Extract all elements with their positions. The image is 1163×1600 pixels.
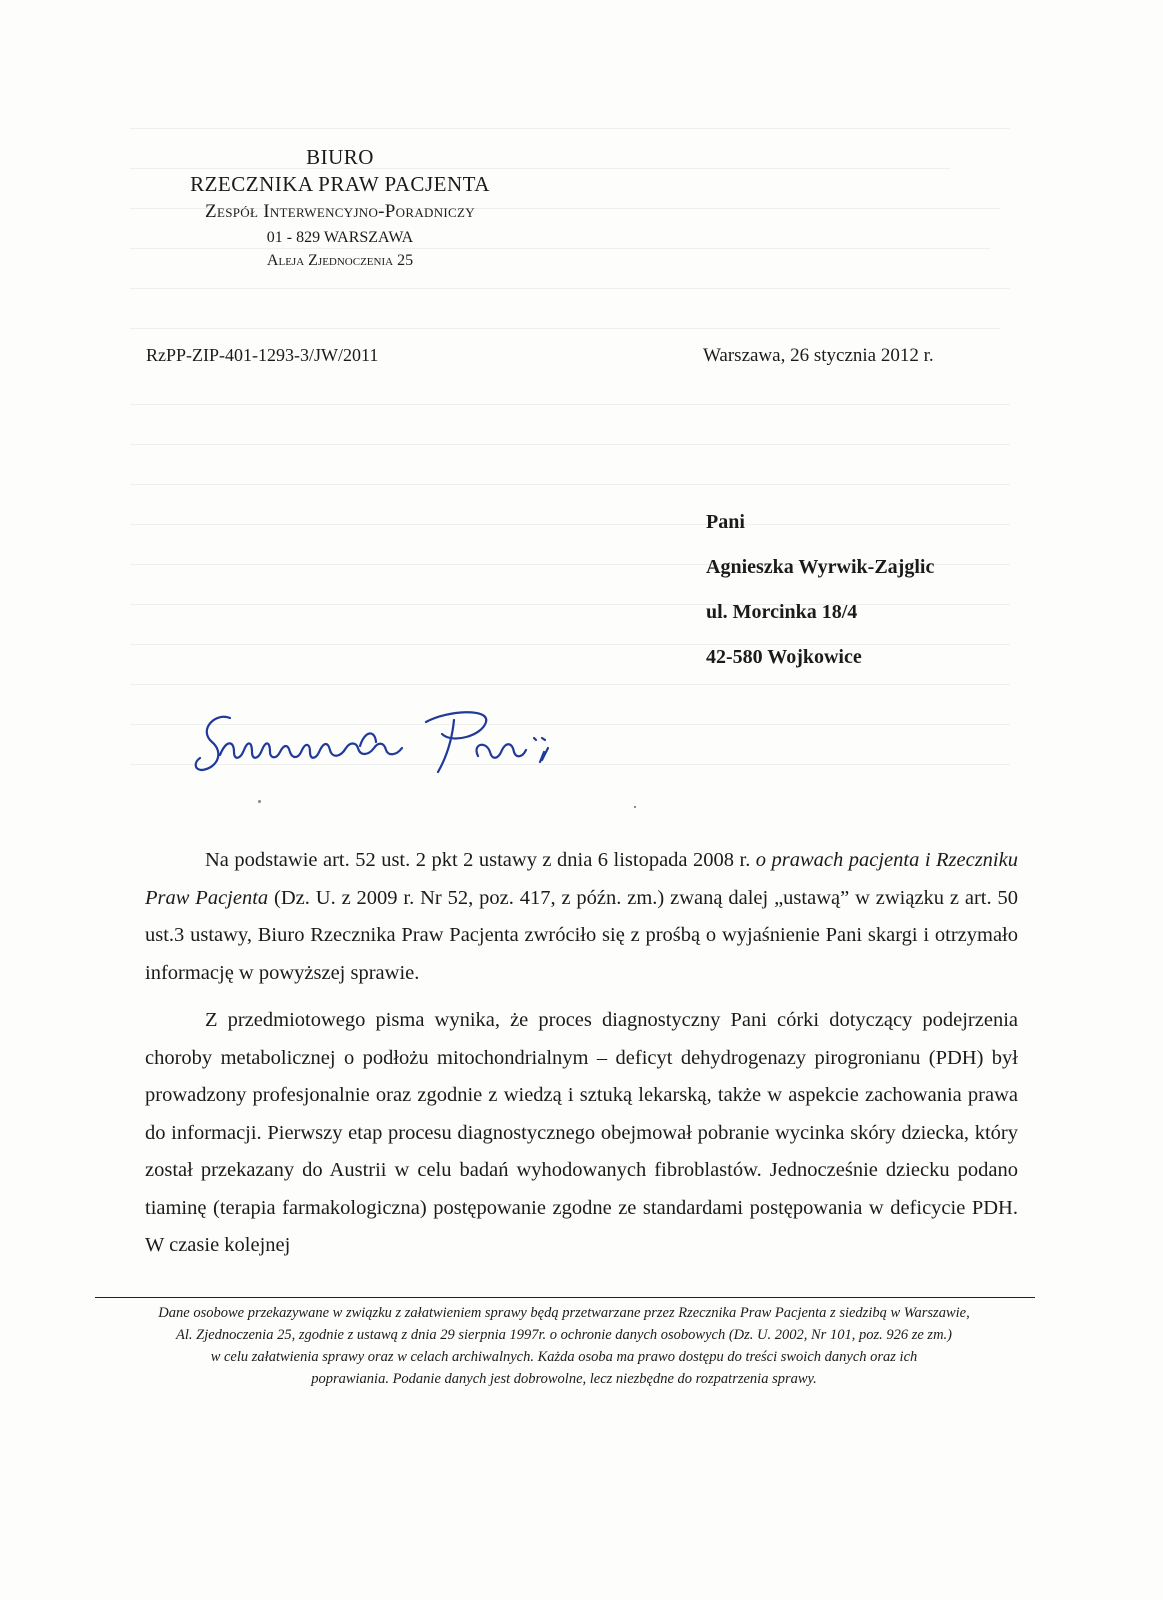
- letterhead-postal-city: 01 - 829 WARSZAWA: [266, 229, 414, 247]
- footer-line: w celu załatwienia sprawy oraz w celach archiwalnych. Każda osoba ma prawo dostępu do treści swoich danych oraz ich: [210, 1349, 918, 1365]
- bleed-through-line: [130, 444, 1010, 445]
- recipient-address: [706, 500, 934, 680]
- letterhead: [120, 145, 560, 271]
- recipient-salutation: Pani: [706, 511, 745, 533]
- bleed-through-line: [130, 484, 1010, 485]
- ink-speck: [258, 800, 261, 803]
- act-title: o prawach pacjenta i Rzeczniku Praw Pacjenta: [145, 849, 1018, 909]
- footer-divider: [95, 1297, 1035, 1298]
- letterhead-institution: RZECZNIKA PRAW PACJENTA: [190, 172, 490, 197]
- body-paragraph-1-text-a: Na podstawie art. 52 ust. 2 pkt 2 ustawy z dnia 6 listopada 2008 r.: [205, 849, 756, 871]
- footer-line: poprawiania. Podanie danych jest dobrowolne, lecz niezbędne do rozpatrzenia sprawy.: [311, 1371, 817, 1387]
- bleed-through-line: [130, 128, 1010, 129]
- bleed-through-line: [130, 404, 1010, 405]
- body-paragraph-1: [145, 842, 1018, 992]
- ink-speck: [634, 806, 636, 808]
- letterhead-office: BIURO: [306, 145, 374, 169]
- data-protection-notice: [90, 1302, 1038, 1390]
- letter-body: [145, 842, 1018, 1265]
- letterhead-street: Aleja Zjednoczenia 25: [266, 252, 414, 270]
- bleed-through-line: [130, 288, 1010, 289]
- recipient-name: Agnieszka Wyrwik-Zajglic: [706, 556, 935, 578]
- recipient-city: 42-580 Wojkowice: [706, 646, 862, 668]
- handwritten-greeting: [190, 700, 590, 780]
- bleed-through-line: [130, 684, 1010, 685]
- recipient-street: ul. Morcinka 18/4: [706, 601, 858, 623]
- reference-number: RzPP-ZIP-401-1293-3/JW/2011: [146, 345, 379, 365]
- footer-line: Dane osobowe przekazywane w związku z załatwieniem sprawy będą przetwarzane przez Rzecznika Praw Pacjenta z siedzibą w Warszawie,: [158, 1305, 970, 1321]
- letterhead-department: Zespół Interwencyjno-Poradniczy: [205, 201, 475, 223]
- footer-line: Al. Zjednoczenia 25, zgodnie z ustawą z dnia 29 sierpnia 1997r. o ochronie danych osobowych (Dz. U. 2002, Nr 101, poz. 926 ze zm.): [176, 1327, 952, 1343]
- bleed-through-line: [130, 328, 1000, 329]
- body-paragraph-1-text-b: (Dz. U. z 2009 r. Nr 52, poz. 417, z późn. zm.) zwaną dalej „ustawą” w związku z art. 50 ust.3 ustawy, Biuro Rzecznika Praw Pacjenta zwróciło się z prośbą o wyjaśnienie Pani skargi i otrzymało informację w powyższej sprawie.: [145, 886, 1018, 984]
- body-paragraph-2: Z przedmiotowego pisma wynika, że proces diagnostyczny Pani córki dotyczący podejrzenia choroby metabolicznej o podłożu mitochondrialnym – deficyt dehydrogenazy pirogronianu (PDH) był prowadzony profesjonalnie oraz zgodnie z wiedzą i sztuką lekarską, także w aspekcie zachowania prawa do informacji. Pierwszy etap procesu diagnostycznego obejmował pobranie wycinka skóry dziecka, który został przekazany do Austrii w celu badań wyhodowanych fibroblastów. Jednocześnie dziecku podano tiaminę (terapia farmakologiczna) postępowanie zgodne ze standardami postępowania w deficycie PDH. W czasie kolejnej: [145, 1009, 1018, 1256]
- letter-date: Warszawa, 26 stycznia 2012 r.: [703, 345, 934, 366]
